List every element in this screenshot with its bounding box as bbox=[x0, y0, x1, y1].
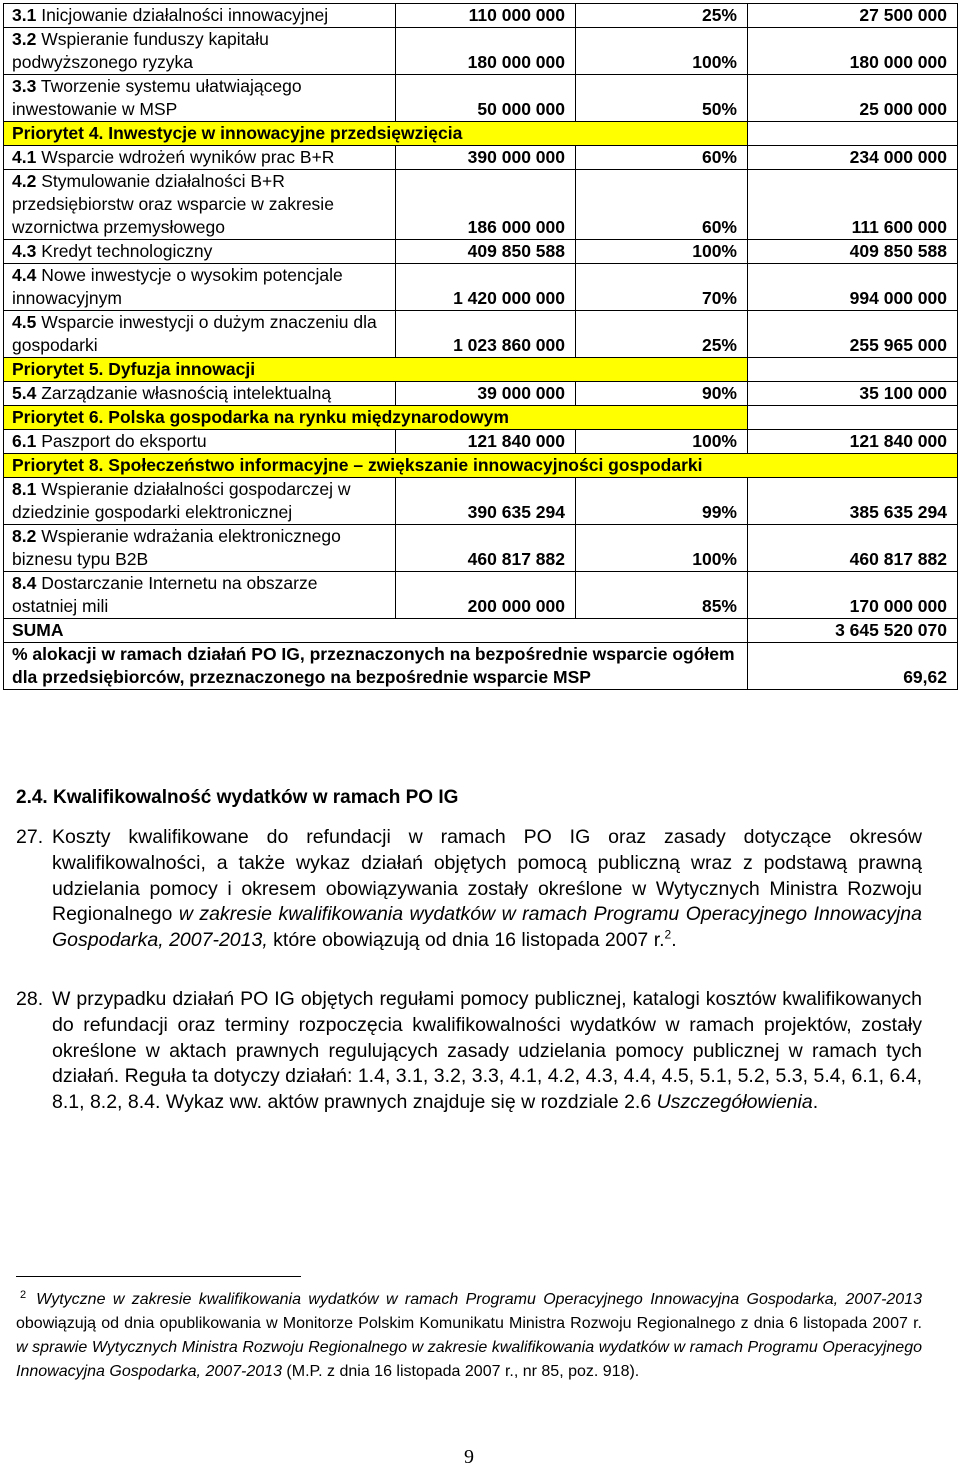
footnote bbox=[16, 1288, 922, 1384]
measure-label: Kredyt technologiczny bbox=[41, 241, 213, 261]
msp-share-percent: 100% bbox=[576, 240, 748, 264]
measure-row bbox=[4, 170, 958, 240]
measure-row bbox=[4, 311, 958, 358]
msp-amount: 234 000 000 bbox=[748, 146, 958, 170]
footnote-text: (M.P. z dnia 16 listopada 2007 r., nr 85, poz. 918). bbox=[286, 1363, 640, 1380]
msp-amount: 994 000 000 bbox=[748, 264, 958, 311]
measure-label: Dostarczanie Internetu na obszarze ostatniej mili bbox=[12, 573, 318, 616]
measure-number: 6.1 bbox=[12, 431, 37, 451]
measure-label: Nowe inwestycje o wysokim potencjale innowacyjnym bbox=[12, 265, 343, 308]
measure-label: Wspieranie wdrażania elektronicznego biznesu typu B2B bbox=[12, 526, 341, 569]
allocation-table bbox=[3, 3, 958, 690]
sum-row bbox=[4, 619, 958, 643]
allocation-amount: 180 000 000 bbox=[396, 28, 576, 75]
paragraph-28 bbox=[16, 987, 922, 1116]
paragraph-27 bbox=[16, 825, 922, 954]
paragraph-text-part: Koszty kwalifikowane do refundacji w ramach PO IG oraz zasady dotyczące okresów kwalifikowalności, a także wykaz działań objętych pomocą publiczną wraz z podstawą prawną udzielania pomocy i okresem obowiązywania zostały określone w Wytycznych Ministra Rozwoju Regionalnego bbox=[52, 826, 922, 926]
allocation-amount: 50 000 000 bbox=[396, 75, 576, 122]
msp-amount: 255 965 000 bbox=[748, 311, 958, 358]
msp-amount: 25 000 000 bbox=[748, 75, 958, 122]
measure-row bbox=[4, 240, 958, 264]
measure-row bbox=[4, 264, 958, 311]
measure-number: 3.2 bbox=[12, 29, 37, 49]
msp-share-percent: 25% bbox=[576, 311, 748, 358]
measure-number: 8.1 bbox=[12, 479, 37, 499]
msp-amount: 385 635 294 bbox=[748, 478, 958, 525]
msp-amount: 27 500 000 bbox=[748, 4, 958, 28]
measure-number: 8.2 bbox=[12, 526, 37, 546]
measure-name bbox=[4, 4, 396, 28]
msp-share-percent: 100% bbox=[576, 525, 748, 572]
measure-label: Wspieranie działalności gospodarczej w dziedzinie gospodarki elektronicznej bbox=[12, 479, 351, 522]
priority-row bbox=[4, 454, 958, 478]
measure-name bbox=[4, 382, 396, 406]
measure-name bbox=[4, 170, 396, 240]
paragraph-text-part: które obowiązują od dnia 16 listopada 2007 r. bbox=[273, 929, 665, 952]
priority-row bbox=[4, 122, 958, 146]
priority-label: Priorytet 8. Społeczeństwo informacyjne – zwiększanie innowacyjności gospodarki bbox=[4, 454, 958, 478]
paragraph-text-part: . bbox=[812, 1091, 819, 1114]
paragraph-text bbox=[52, 987, 922, 1116]
measure-label: Tworzenie systemu ułatwiającego inwestowanie w MSP bbox=[12, 76, 302, 119]
measure-number: 8.4 bbox=[12, 573, 37, 593]
msp-share-percent: 60% bbox=[576, 170, 748, 240]
measure-number: 3.3 bbox=[12, 76, 37, 96]
paragraph-text-part: W przypadku działań PO IG objętych regułami pomocy publicznej, katalogi kosztów kwalifikowanych do refundacji oraz terminy rozpoczęcia kwalifikowalności wydatków w ramach projektów, zostały określone w aktach prawnych regulujących zasady udzielania pomocy publicznej w ramach tych działań. Reguła ta dotyczy działań: 1.4, 3.1, 3.2, 3.3, 4.1, 4.2, 4.3, 4.4, 4.5, 5.1, 5.2, 5.3, 5.4, 6.1, 6.4, 8.1, 8.2, 8.4. Wykaz ww. aktów prawnych znajduje się w rozdziale 2.6 bbox=[52, 988, 922, 1114]
measure-label: Wspieranie funduszy kapitału podwyższonego ryzyka bbox=[12, 29, 269, 72]
measure-number: 5.4 bbox=[12, 383, 37, 403]
measure-label: Wsparcie inwestycji o dużym znaczeniu dla gospodarki bbox=[12, 312, 377, 355]
measure-name bbox=[4, 264, 396, 311]
msp-share-percent: 99% bbox=[576, 478, 748, 525]
allocation-amount: 1 023 860 000 bbox=[396, 311, 576, 358]
measure-number: 4.5 bbox=[12, 312, 37, 332]
msp-share-percent: 100% bbox=[576, 28, 748, 75]
measure-row bbox=[4, 146, 958, 170]
empty-cell bbox=[748, 406, 958, 430]
measure-label: Paszport do eksportu bbox=[41, 431, 207, 451]
measure-number: 3.1 bbox=[12, 5, 37, 25]
allocation-amount: 409 850 588 bbox=[396, 240, 576, 264]
footnote-italic: Wytyczne w zakresie kwalifikowania wydatków w ramach Programu Operacyjnego Innowacyjna Gospodarka, 2007-2013 bbox=[36, 1291, 922, 1308]
msp-amount: 35 100 000 bbox=[748, 382, 958, 406]
measure-row bbox=[4, 382, 958, 406]
measure-row bbox=[4, 4, 958, 28]
footnote-italic: w sprawie Wytycznych Ministra Rozwoju Regionalnego w zakresie kwalifikowania wydatków w ramach Programu Operacyjnego Innowacyjna Gospodarka, 2007-2013 bbox=[16, 1339, 922, 1380]
paragraph-italic-reference: Uszczegółowienia bbox=[656, 1091, 813, 1114]
measure-row bbox=[4, 28, 958, 75]
msp-amount: 409 850 588 bbox=[748, 240, 958, 264]
allocation-amount: 121 840 000 bbox=[396, 430, 576, 454]
section-heading: 2.4. Kwalifikowalność wydatków w ramach PO IG bbox=[16, 787, 459, 808]
msp-amount: 180 000 000 bbox=[748, 28, 958, 75]
measure-row bbox=[4, 430, 958, 454]
paragraph-number: 28. bbox=[16, 988, 44, 1010]
measure-label: Wsparcie wdrożeń wyników prac B+R bbox=[41, 147, 335, 167]
measure-label: Stymulowanie działalności B+R przedsiębiorstw oraz wsparcie w zakresie wzornictwa przemysłowego bbox=[12, 171, 334, 237]
msp-share-percent: 60% bbox=[576, 146, 748, 170]
measure-number: 4.4 bbox=[12, 265, 37, 285]
paragraph-text bbox=[52, 825, 922, 954]
footnote-text: obowiązują od dnia opublikowania w Monitorze Polskim Komunikatu Ministra Rozwoju Regionalnego z dnia 6 listopada 2007 r. bbox=[16, 1315, 922, 1332]
priority-label: Priorytet 4. Inwestycje w innowacyjne przedsięwzięcia bbox=[4, 122, 748, 146]
measure-row bbox=[4, 478, 958, 525]
measure-name bbox=[4, 240, 396, 264]
footnote-reference[interactable]: 2 bbox=[664, 927, 672, 942]
msp-amount: 170 000 000 bbox=[748, 572, 958, 619]
allocation-amount: 1 420 000 000 bbox=[396, 264, 576, 311]
msp-share-percent: 50% bbox=[576, 75, 748, 122]
sum-label: SUMA bbox=[4, 619, 748, 643]
measure-number: 4.1 bbox=[12, 147, 37, 167]
msp-amount: 121 840 000 bbox=[748, 430, 958, 454]
table-body bbox=[4, 4, 958, 690]
measure-name bbox=[4, 478, 396, 525]
paragraph-text-part: . bbox=[671, 929, 677, 952]
share-row bbox=[4, 643, 958, 690]
allocation-amount: 390 000 000 bbox=[396, 146, 576, 170]
measure-label: Inicjowanie działalności innowacyjnej bbox=[41, 5, 329, 25]
allocation-amount: 200 000 000 bbox=[396, 572, 576, 619]
empty-cell bbox=[748, 122, 958, 146]
msp-amount: 460 817 882 bbox=[748, 525, 958, 572]
footnote-separator bbox=[16, 1276, 301, 1277]
allocation-amount: 186 000 000 bbox=[396, 170, 576, 240]
msp-share-percent: 85% bbox=[576, 572, 748, 619]
allocation-amount: 39 000 000 bbox=[396, 382, 576, 406]
share-label: % alokacji w ramach działań PO IG, przeznaczonych na bezpośrednie wsparcie ogółem dla przedsiębiorców, przeznaczonego na bezpośrednie wsparcie MSP bbox=[4, 643, 748, 690]
measure-name bbox=[4, 311, 396, 358]
measure-row bbox=[4, 572, 958, 619]
measure-name bbox=[4, 28, 396, 75]
msp-share-percent: 25% bbox=[576, 4, 748, 28]
share-value: 69,62 bbox=[748, 643, 958, 690]
empty-cell bbox=[748, 358, 958, 382]
measure-name bbox=[4, 525, 396, 572]
priority-label: Priorytet 6. Polska gospodarka na rynku międzynarodowym bbox=[4, 406, 748, 430]
page-number: 9 bbox=[464, 1446, 474, 1468]
msp-share-percent: 100% bbox=[576, 430, 748, 454]
measure-name bbox=[4, 572, 396, 619]
priority-row bbox=[4, 358, 958, 382]
msp-amount: 111 600 000 bbox=[748, 170, 958, 240]
msp-share-percent: 90% bbox=[576, 382, 748, 406]
measure-name bbox=[4, 75, 396, 122]
allocation-amount: 390 635 294 bbox=[396, 478, 576, 525]
paragraph-number: 27. bbox=[16, 826, 44, 848]
measure-row bbox=[4, 75, 958, 122]
measure-name bbox=[4, 430, 396, 454]
paragraph-italic-title: w zakresie kwalifikowania wydatków w ramach Programu Operacyjnego Innowacyjna Gospodarka, 2007-2013, bbox=[52, 903, 922, 952]
measure-number: 4.3 bbox=[12, 241, 37, 261]
measure-row bbox=[4, 525, 958, 572]
sum-value: 3 645 520 070 bbox=[748, 619, 958, 643]
allocation-amount: 110 000 000 bbox=[396, 4, 576, 28]
priority-row bbox=[4, 406, 958, 430]
footnote-mark: 2 bbox=[20, 1289, 27, 1301]
msp-share-percent: 70% bbox=[576, 264, 748, 311]
measure-name bbox=[4, 146, 396, 170]
measure-label: Zarządzanie własnością intelektualną bbox=[41, 383, 332, 403]
priority-label: Priorytet 5. Dyfuzja innowacji bbox=[4, 358, 748, 382]
measure-number: 4.2 bbox=[12, 171, 37, 191]
allocation-amount: 460 817 882 bbox=[396, 525, 576, 572]
